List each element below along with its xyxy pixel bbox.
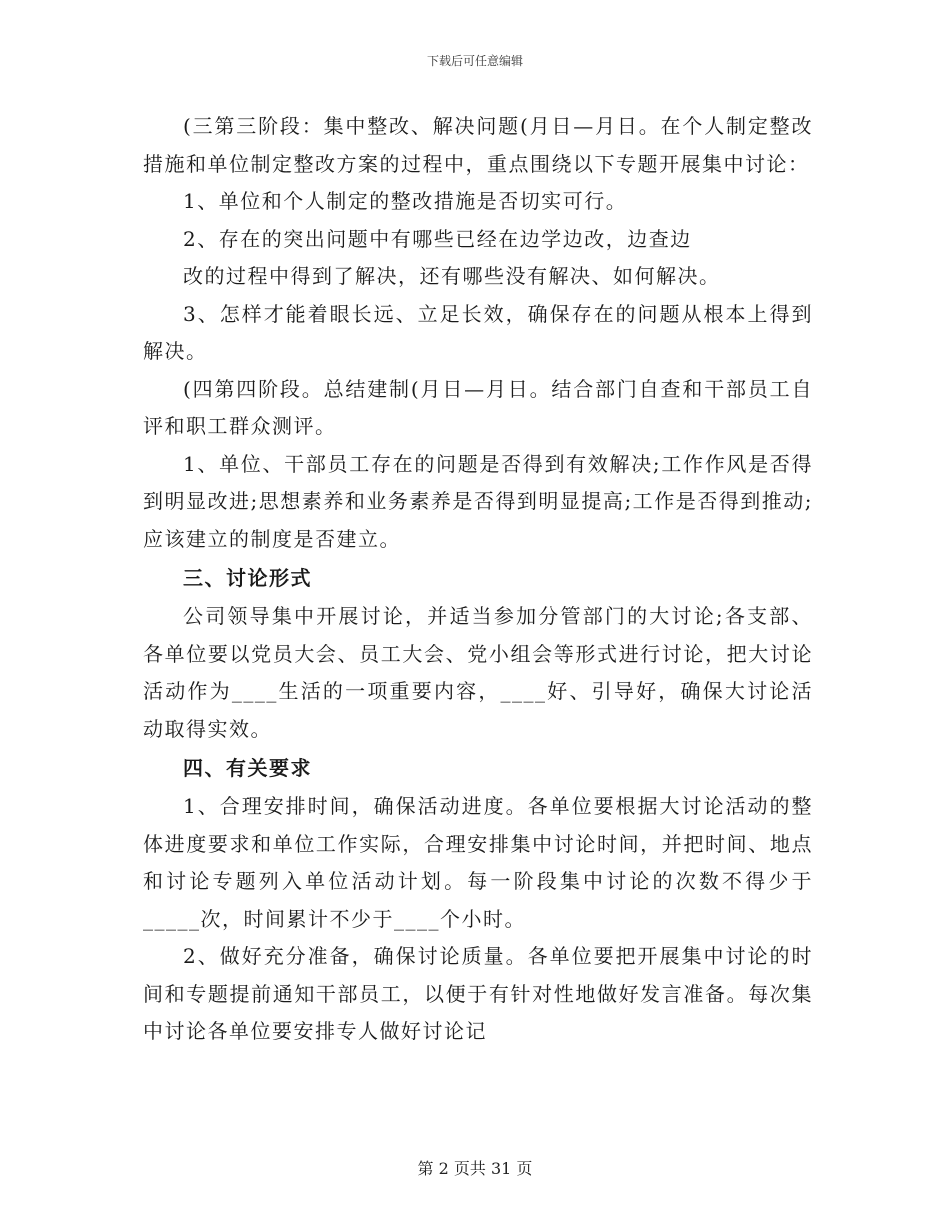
paragraph-requirement-2: 2、做好充分准备，确保讨论质量。各单位要把开展集中讨论的时间和专题提前通知干部员工，以便于有针对性地做好发言准备。每次集中讨论各单位要安排专人做好讨论记 (143, 944, 813, 1043)
paragraph-stage-four-item-1: 1、单位、干部员工存在的问题是否得到有效解决;工作作风是否得到明显改进;思想素养和业务素养是否得到明显提高;工作是否得到推动;应该建立的制度是否建立。 (143, 451, 813, 551)
paragraph-stage-four: (四第四阶段。总结建制(月日—月日。结合部门自查和干部员工自评和职工群众测评。 (143, 376, 813, 438)
paragraph-stage-three-item-2a: 2、存在的突出问题中有哪些已经在边学边改，边查边 (183, 226, 692, 251)
document-body (143, 108, 813, 1051)
paragraph-stage-three-item-3: 3、怎样才能着眼长远、立足长效，确保存在的问题从根本上得到解决。 (143, 301, 813, 363)
page-footer: 第 2 页共 31 页 (417, 1159, 533, 1178)
paragraph-discussion-form: 公司领导集中开展讨论，并适当参加分管部门的大讨论;各支部、各单位要以党员大会、员工大会、党小组会等形式进行讨论，把大讨论活动作为____生活的一项重要内容，____好、引导好，确保大讨论活动取得实效。 (143, 604, 813, 741)
section-heading-discussion-form: 三、讨论形式 (183, 566, 312, 590)
paragraph-stage-three: (三第三阶段：集中整改、解决问题(月日—月日。在个人制定整改措施和单位制定整改方案的过程中，重点围绕以下专题开展集中讨论： (143, 114, 813, 176)
paragraph-stage-three-item-1: 1、单位和个人制定的整改措施是否切实可行。 (183, 189, 628, 213)
page-header: 下载后可任意编辑 (426, 54, 523, 68)
paragraph-requirement-1: 1、合理安排时间，确保活动进度。各单位要根据大讨论活动的整体进度要求和单位工作实际，合理安排集中讨论时间，并把时间、地点和讨论专题列入单位活动计划。每一阶段集中讨论的次数不得少于_____次，时间累计不少于____个小时。 (143, 794, 813, 931)
paragraph-stage-three-item-2b: 改的过程中得到了解决，还有哪些没有解决、如何解决。 (183, 264, 721, 288)
section-heading-requirements: 四、有关要求 (183, 756, 312, 780)
